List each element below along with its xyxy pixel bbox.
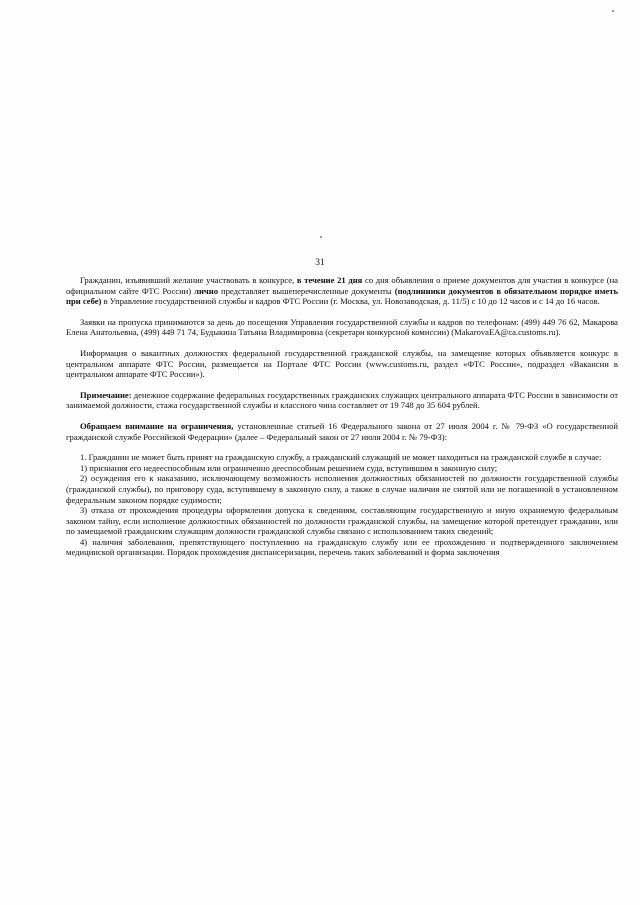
text-run: со дня объявления о приеме документов для участия в конкурсе (на официальном сайте ФТС России) [66, 275, 618, 296]
deadline-emphasis: в течение 21 дня [296, 275, 363, 285]
restriction-item: 1) признания его недееспособным или ограниченно дееспособным решением суда, вступившим в законную силу; [80, 462, 498, 473]
scan-speck [612, 10, 614, 12]
restrictions-label: Обращаем внимание на ограничения, [80, 420, 234, 431]
document-body [66, 275, 618, 558]
restriction-item: 4) наличия заболевания, препятствующего поступлению на гражданскую службу или ее прохождению и подтвержденного заключением медицинской организации. Порядок прохождения диспансеризации, перечень таких заболеваний и форма заключения [66, 536, 618, 558]
text-run: представляет вышеперечисленные документы [218, 285, 395, 296]
note-paragraph [66, 390, 618, 411]
scan-speck [320, 236, 322, 238]
text-run: денежное содержание федеральных государственных гражданских служащих центрального аппарата ФТС России в зависимости от занимаемой должности, стажа государственной службы и классного чина составляет от 19 748 до 35 604 рублей. [66, 389, 618, 411]
text-run: в Управление государственной службы и кадров ФТС России (г. Москва, ул. Новозаводская, д. 11/5) с 10 до 12 часов и с 14 до 16 часов. [101, 296, 600, 307]
originals-emphasis: (подлинники документов в обязательном порядке иметь при себе) [66, 285, 619, 307]
text-run: Гражданин, изъявивший желание участвовать в конкурсе, [80, 275, 297, 285]
submission-paragraph [66, 275, 618, 307]
restriction-item: 3) отказа от прохождения процедуры оформления допуска к сведениям, составляющим государственную и иную охраняемую федеральным законом тайну, если исполнение должностных обязанностей по должности гражданской службы, на замещение которой претендует гражданин, или по замещаемой гражданским служащим должности гражданской службы связано с использованием таких сведений; [66, 505, 618, 537]
text-run: установленные статьей 16 Федерального закона от 27 июля 2004 г. № 79-ФЗ «О государственной гражданской службе Российской Федерации» (далее – Федеральный закон от 27 июля 2004 г. № 79-ФЗ): [66, 420, 618, 442]
page-number: 31 [315, 258, 325, 268]
in-person-emphasis: лично [194, 285, 219, 296]
note-label: Примечание: [80, 389, 132, 400]
restrictions-list-intro: 1. Гражданин не может быть принят на гражданскую службу, а гражданский служащий не может находиться на гражданской службе в случае: [80, 452, 602, 463]
vacancy-info-paragraph: Информация о вакантных должностях федеральной государственной гражданской службы, на замещение которых объявляется конкурс в центральном аппарате ФТС России, размещается на Портале ФТС России (www.customs.ru, раздел «ФТС России», подраздел «Вакансии в центральном аппарате ФТС России»). [66, 347, 618, 380]
restrictions-paragraph [66, 421, 618, 442]
restriction-item: 2) осуждения его к наказанию, исключающему возможность исполнения должностных обязанностей по должности государственной службы (гражданской службы), по приговору суда, вступившему в законную силу, а также в случае наличия не снятой или не погашенной в установленном федеральным законом порядке судимости; [66, 473, 618, 505]
pass-request-paragraph: Заявки на пропуска принимаются за день до посещения Управления государственной службы и кадров по телефонам: (499) 449 76 62, Макарова Елена Анатольевна, (499) 449 71 74, Будыкина Татьяна Владимировна (секретари конкурсной комиссии) (MakarovaEA@ca.customs.ru). [66, 316, 618, 338]
